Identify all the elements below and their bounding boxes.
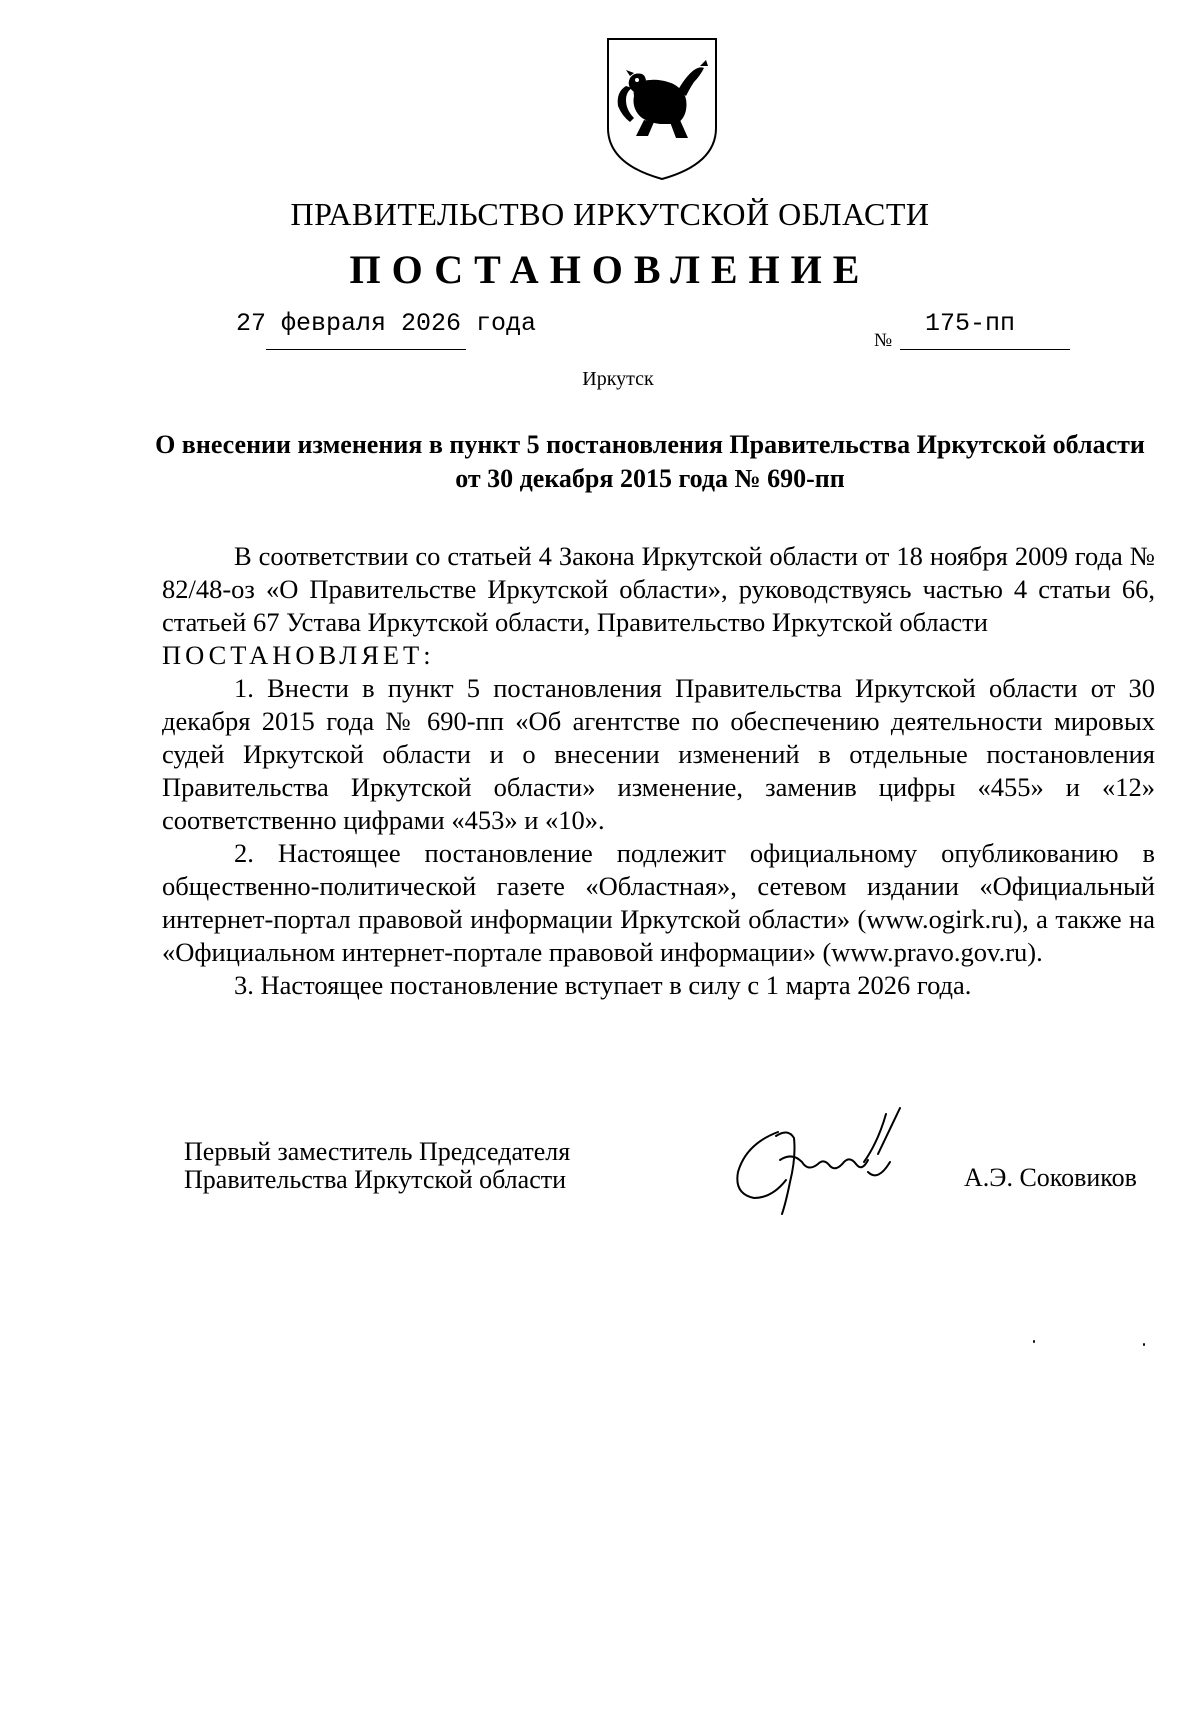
signatory-position-line: Правительства Иркутской области [184,1165,567,1194]
handwritten-signature [728,1102,928,1220]
document-title: О внесении изменения в пункт 5 постановления Правительства Иркутской области от 30 декабря 2015 года № 690-пп [155,430,1145,493]
preamble-paragraph: В соответствии со статьей 4 Закона Иркутской области от 18 ноября 2009 года № 82/48-оз «О Правительстве Иркутской области», руководствуясь частью 4 статьи 66, статьей 67 Устава Иркутской области, Правительство Иркутской области [162,541,1155,637]
coat-of-arms-icon [604,36,720,182]
signatory-position-line: Первый заместитель Председателя [184,1137,571,1166]
decree-word: ПОСТАНОВЛЯЕТ: [162,640,435,670]
date-underline [266,349,466,350]
government-name: ПРАВИТЕЛЬСТВО ИРКУТСКОЙ ОБЛАСТИ [290,196,930,232]
document-number: 175-пп [925,309,1016,338]
scan-speck [1033,1340,1035,1343]
number-sign: № [874,330,893,351]
document-type: ПОСТАНОВЛЕНИЕ [349,247,871,292]
document-date: 27 февраля 2026 года [236,309,537,338]
decree-item: 1. Внести в пункт 5 постановления Правительства Иркутской области от 30 декабря 2015 года № 690-пп «Об агентстве по обеспечению деятельности мировых судей Иркутской области и о внесении изменений в отдельные постановления Правительства Иркутской области» изменение, заменив цифры «455» и «12» соответственно цифрами «453» и «10». [162,673,1155,835]
document-city: Иркутск [582,368,654,390]
decree-item: 3. Настоящее постановление вступает в силу с 1 марта 2026 года. [234,970,972,1000]
signatory-position [184,1138,570,1194]
signatory-name: А.Э. Соковиков [964,1163,1137,1192]
decree-item: 2. Настоящее постановление подлежит официальному опубликованию в общественно-политической газете «Областная», сетевом издании «Официальный интернет-портал правовой информации Иркутской области» (www.ogirk.ru), а также на «Официальном интернет-портале правовой информации» (www.pravo.gov.ru). [162,838,1155,967]
document-body [162,540,1155,1002]
number-underline [900,349,1070,350]
scan-speck [1143,1343,1145,1346]
